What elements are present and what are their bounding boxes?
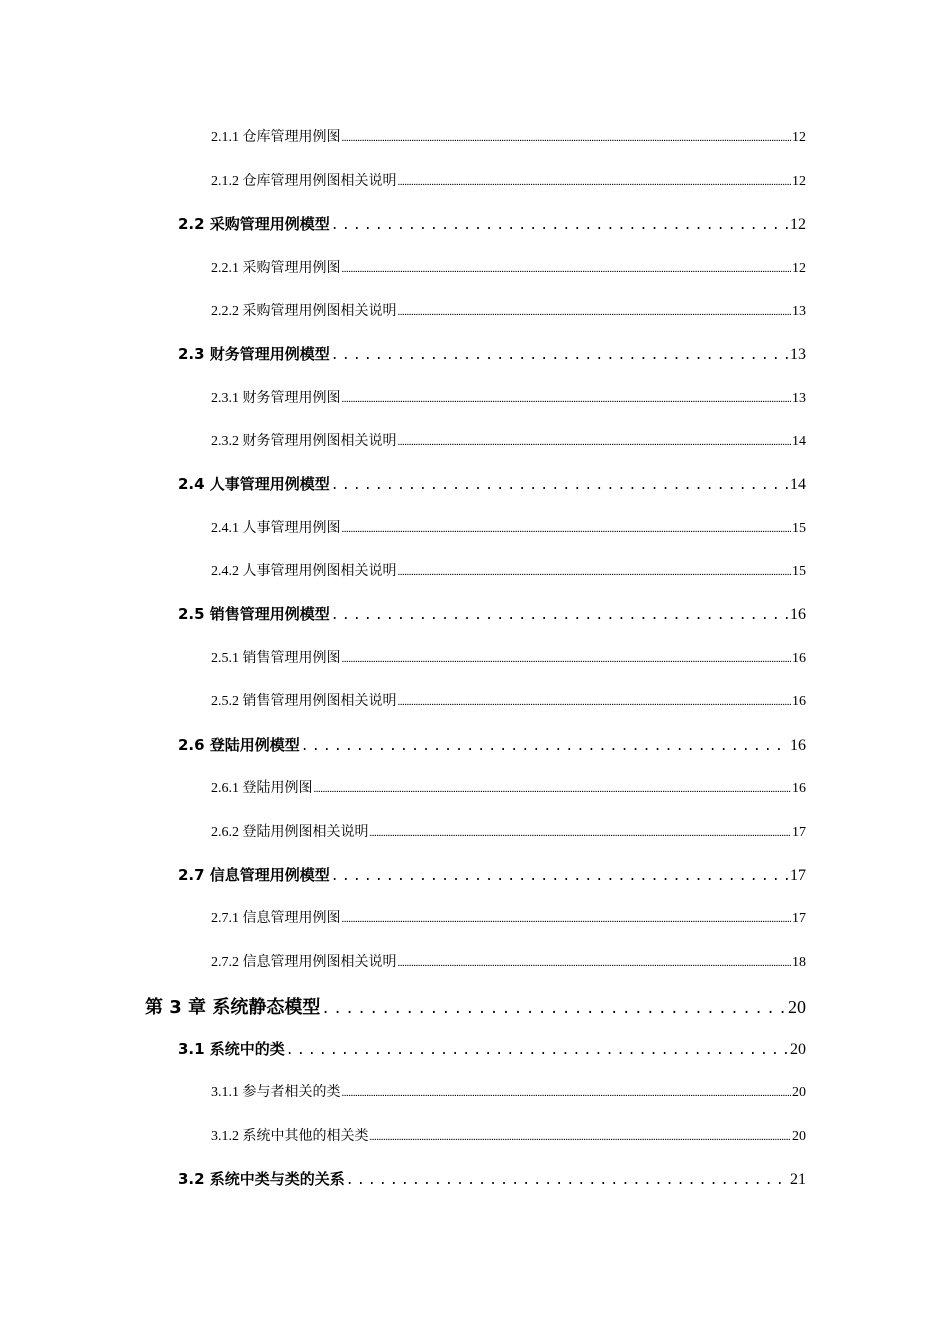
- toc-entry-label: 3.1.2 系统中其他的相关类: [211, 1129, 369, 1144]
- toc-entry[interactable]: [178, 343, 806, 364]
- dot-leader: [286, 1043, 789, 1058]
- toc-entry[interactable]: [211, 387, 806, 407]
- toc-entry[interactable]: [211, 1125, 806, 1145]
- toc-entry-label: 2.3.2 财务管理用例图相关说明: [211, 434, 397, 449]
- dot-leader: [398, 306, 792, 318]
- toc-entry-label: 2.5.2 销售管理用例图相关说明: [211, 694, 397, 709]
- toc-entry-label: 2.2.1 采购管理用例图: [211, 261, 341, 276]
- toc-entry[interactable]: [211, 1081, 806, 1101]
- dot-leader: [321, 1001, 787, 1017]
- toc-entry[interactable]: [178, 213, 806, 234]
- toc-entry[interactable]: [211, 690, 806, 710]
- dot-leader: [342, 263, 792, 275]
- toc-entry-page: 16: [790, 606, 806, 623]
- dot-leader: [342, 132, 792, 144]
- toc-entry-label: 2.3.1 财务管理用例图: [211, 391, 341, 406]
- toc-entry-page: 12: [792, 130, 806, 145]
- toc-entry[interactable]: [211, 647, 806, 667]
- dot-leader: [342, 393, 792, 405]
- dot-leader: [398, 176, 792, 188]
- toc-entry-page: 17: [792, 911, 806, 926]
- toc-entry-page: 13: [792, 391, 806, 406]
- toc-entry-page: 12: [792, 174, 806, 189]
- toc-entry-label: 2.6.1 登陆用例图: [211, 781, 313, 796]
- toc-entry-page: 15: [792, 564, 806, 579]
- dot-leader: [331, 869, 789, 884]
- toc-entry[interactable]: [211, 907, 806, 927]
- dot-leader: [331, 608, 789, 623]
- toc-entry-label: 2.6 登陆用例模型: [178, 736, 300, 754]
- toc-entry[interactable]: [211, 430, 806, 450]
- toc-entry-label: 3.2 系统中类与类的关系: [178, 1170, 345, 1188]
- toc-entry[interactable]: [211, 777, 806, 797]
- toc-entry-page: 13: [790, 346, 806, 363]
- toc-entry-page: 18: [792, 955, 806, 970]
- toc-entry-page: 16: [792, 651, 806, 666]
- dot-leader: [301, 739, 789, 754]
- dot-leader: [398, 436, 792, 448]
- toc-entry-page: 20: [788, 997, 806, 1017]
- toc-entry-page: 17: [792, 825, 806, 840]
- toc-entry-label: 2.4.2 人事管理用例图相关说明: [211, 564, 397, 579]
- dot-leader: [342, 1087, 792, 1099]
- toc-entry-page: 16: [792, 781, 806, 796]
- toc-entry-page: 17: [790, 867, 806, 884]
- toc-entry-page: 21: [790, 1171, 806, 1188]
- toc-entry[interactable]: [178, 864, 806, 885]
- toc-entry[interactable]: [211, 517, 806, 537]
- dot-leader: [346, 1173, 789, 1188]
- toc-entry-label: 2.4 人事管理用例模型: [178, 475, 330, 493]
- dot-leader: [398, 957, 792, 969]
- dot-leader: [331, 348, 789, 363]
- toc-entry-label: 2.6.2 登陆用例图相关说明: [211, 825, 369, 840]
- dot-leader: [342, 913, 792, 925]
- toc-entry-label: 2.2 采购管理用例模型: [178, 215, 330, 233]
- toc-entry[interactable]: [211, 951, 806, 971]
- toc-entry-label: 2.4.1 人事管理用例图: [211, 521, 341, 536]
- toc-entry-label: 2.7.1 信息管理用例图: [211, 911, 341, 926]
- dot-leader: [342, 653, 792, 665]
- toc-entry-label: 2.7.2 信息管理用例图相关说明: [211, 955, 397, 970]
- toc-entry-label: 2.5.1 销售管理用例图: [211, 651, 341, 666]
- toc-entry-page: 15: [792, 521, 806, 536]
- toc-entry[interactable]: [178, 1168, 806, 1189]
- toc-entry[interactable]: [178, 603, 806, 624]
- dot-leader: [314, 783, 792, 795]
- toc-chapter-entry[interactable]: [145, 993, 806, 1019]
- toc-entry-page: 13: [792, 304, 806, 319]
- toc-entry-label: 2.5 销售管理用例模型: [178, 605, 330, 623]
- toc-entry[interactable]: [178, 473, 806, 494]
- toc-entry-page: 14: [792, 434, 806, 449]
- toc-entry-page: 20: [790, 1041, 806, 1058]
- toc-entry-page: 20: [792, 1129, 806, 1144]
- dot-leader: [398, 696, 792, 708]
- toc-entry[interactable]: [178, 734, 806, 755]
- toc-entry[interactable]: [211, 560, 806, 580]
- toc-entry-label: 第 3 章 系统静态模型: [145, 997, 321, 1018]
- dot-leader: [370, 1131, 792, 1143]
- toc-entry[interactable]: [211, 300, 806, 320]
- toc-entry-label: 2.1.1 仓库管理用例图: [211, 130, 341, 145]
- toc-entry-label: 2.7 信息管理用例模型: [178, 866, 330, 884]
- toc-entry[interactable]: [211, 257, 806, 277]
- dot-leader: [370, 827, 792, 839]
- toc-entry[interactable]: [211, 126, 806, 146]
- toc-entry-label: 3.1.1 参与者相关的类: [211, 1085, 341, 1100]
- toc-entry-page: 16: [790, 737, 806, 754]
- dot-leader: [331, 478, 789, 493]
- toc-entry-page: 16: [792, 694, 806, 709]
- toc-entry-page: 12: [792, 261, 806, 276]
- toc-entry-label: 2.1.2 仓库管理用例图相关说明: [211, 174, 397, 189]
- toc-entry-label: 2.3 财务管理用例模型: [178, 345, 330, 363]
- toc-entry[interactable]: [178, 1038, 806, 1059]
- dot-leader: [398, 566, 792, 578]
- toc-entry[interactable]: [211, 821, 806, 841]
- toc-entry-label: 3.1 系统中的类: [178, 1040, 285, 1058]
- dot-leader: [342, 523, 792, 535]
- toc-entry[interactable]: [211, 170, 806, 190]
- toc-entry-page: 12: [790, 216, 806, 233]
- toc-entry-label: 2.2.2 采购管理用例图相关说明: [211, 304, 397, 319]
- toc-entry-page: 14: [790, 476, 806, 493]
- toc-entry-page: 20: [792, 1085, 806, 1100]
- dot-leader: [331, 218, 789, 233]
